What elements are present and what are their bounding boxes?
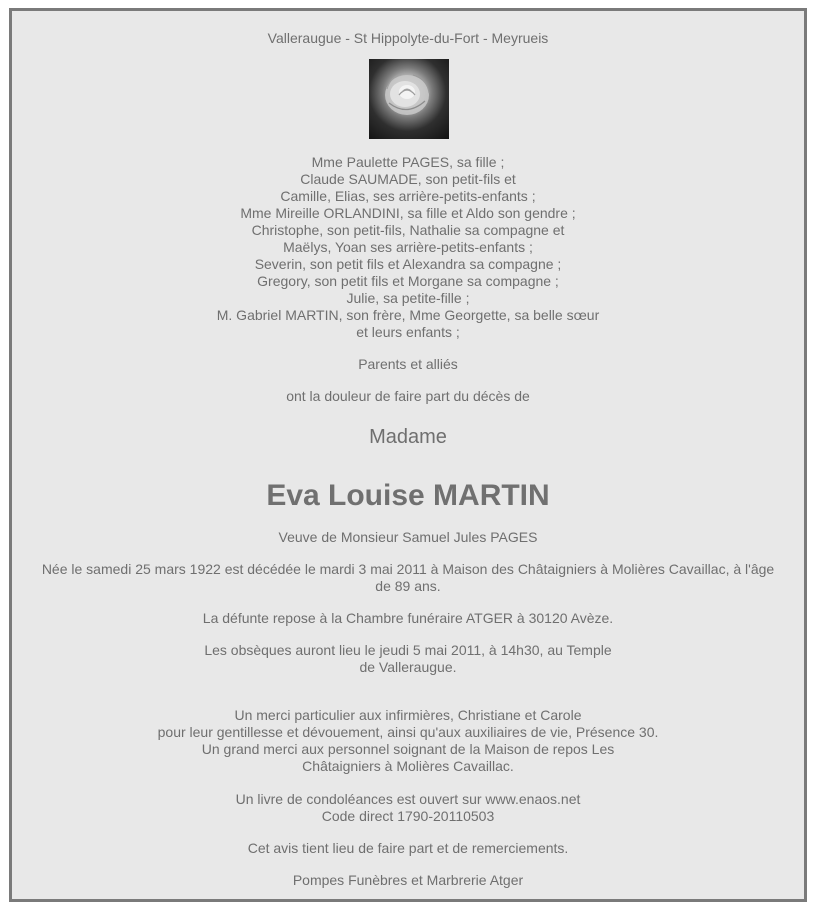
family-line: Severin, son petit fils et Alexandra sa compagne ; (254, 256, 562, 272)
notice-line: Cet avis tient lieu de faire part et de remerciements. (247, 840, 569, 856)
thanks-line: Châtaigniers à Molières Cavaillac. (302, 758, 514, 774)
family-list (12, 154, 804, 341)
widow-line: Veuve de Monsieur Samuel Jules PAGES (278, 529, 538, 545)
relatives-line: Parents et alliés (358, 356, 458, 372)
family-line: Gregory, son petit fils et Morgane sa compagne ; (257, 273, 559, 289)
obituary-card (9, 8, 807, 902)
thanks-line: Un merci particulier aux infirmières, Christiane et Carole (234, 707, 582, 723)
condolences-paragraph (12, 791, 804, 825)
funeral-line: Les obsèques auront lieu le jeudi 5 mai 2011, à 14h30, au Temple (204, 642, 612, 658)
resting-place-line: La défunte repose à la Chambre funéraire ATGER à 30120 Avèze. (202, 610, 614, 626)
rose-drawing (369, 59, 449, 139)
family-line: Maëlys, Yoan ses arrière-petits-enfants ; (283, 239, 533, 255)
family-line: Camille, Elias, ses arrière-petits-enfants ; (280, 188, 536, 204)
locality-line: Valleraugue - St Hippolyte-du-Fort - Meyrueis (267, 30, 549, 46)
family-line: Claude SAUMADE, son petit-fils et (300, 171, 516, 187)
funeral-paragraph (12, 642, 804, 676)
family-line: et leurs enfants ; (356, 324, 460, 340)
family-line: Julie, sa petite-fille ; (346, 290, 470, 306)
deceased-name: Eva Louise MARTIN (266, 479, 550, 512)
thanks-paragraph (12, 707, 804, 775)
thanks-line: pour leur gentillesse et dévouement, ainsi qu'aux auxiliaires de vie, Présence 30. (157, 724, 659, 740)
announcement-line: ont la douleur de faire part du décès de (286, 388, 530, 404)
family-line: M. Gabriel MARTIN, son frère, Mme Georgette, sa belle sœur (216, 307, 600, 323)
rose-icon (369, 59, 449, 139)
birth-death-paragraph (22, 561, 794, 595)
funeral-line: de Valleraugue. (359, 659, 457, 675)
family-line: Christophe, son petit-fils, Nathalie sa compagne et (251, 222, 565, 238)
family-line: Mme Paulette PAGES, sa fille ; (311, 154, 505, 170)
condolences-line: Un livre de condoléances est ouvert sur www.enaos.net (235, 791, 581, 807)
honorific-title: Madame (369, 426, 447, 448)
condolences-code: Code direct 1790-20110503 (321, 808, 495, 824)
undertaker-line: Pompes Funèbres et Marbrerie Atger (292, 872, 524, 888)
birth-death-line: Née le samedi 25 mars 1922 est décédée le mardi 3 mai 2011 à Maison des Châtaigniers à Molières Cavaillac, à l'âge (41, 561, 775, 577)
thanks-line: Un grand merci aux personnel soignant de la Maison de repos Les (201, 741, 615, 757)
birth-death-line: de 89 ans. (375, 578, 441, 594)
family-line: Mme Mireille ORLANDINI, sa fille et Aldo son gendre ; (240, 205, 576, 221)
